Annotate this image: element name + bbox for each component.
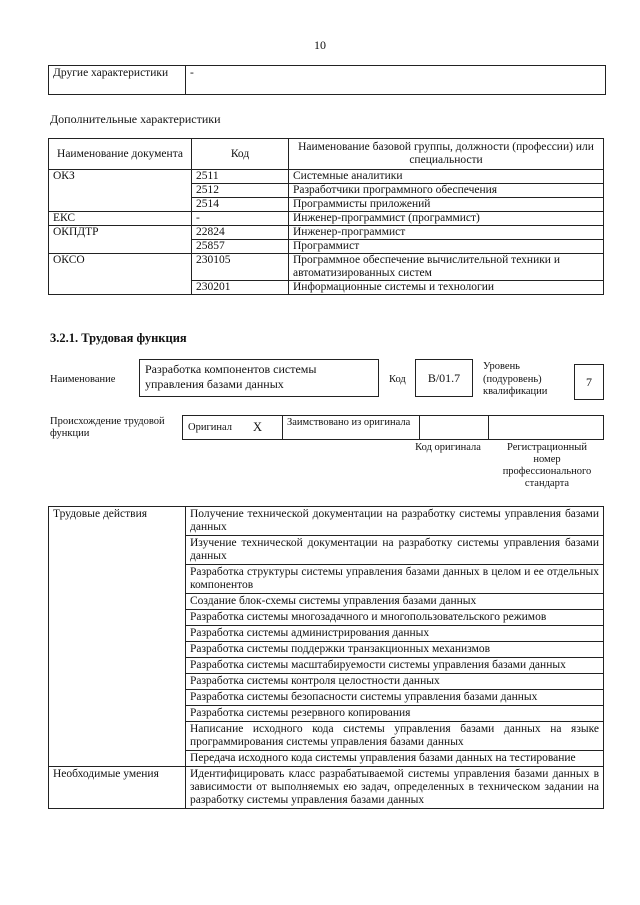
origin-box [182, 415, 604, 440]
code-cell: 230105 [192, 254, 289, 281]
code-cell: 2511 [192, 170, 289, 184]
level-box [574, 364, 604, 400]
name-label: Наименование [50, 374, 116, 385]
list-item: Разработка системы масштабируемости системы управления базами данных [186, 658, 604, 674]
header-doc: Наименование документа [49, 139, 192, 170]
list-item: Разработка системы безопасности системы управления базами данных [186, 690, 604, 706]
name-cell: Разработчики программного обеспечения [289, 184, 604, 198]
doc-cell: ОКПДТР [49, 226, 192, 254]
list-item: Написание исходного кода системы управления базами данных на языке программирования системы управления базами данных [186, 722, 604, 751]
list-item: Разработка системы контроля целостности данных [186, 674, 604, 690]
section-title: 3.2.1. Трудовая функция [50, 331, 187, 345]
list-item: Разработка системы резервного копирования [186, 706, 604, 722]
other-characteristics-table [48, 65, 606, 95]
list-item: Разработка структуры системы управления базами данных в целом и ее отдельных компонентов [186, 565, 604, 594]
labor-actions-label: Трудовые действия [49, 507, 186, 767]
list-item: Разработка системы поддержки транзакционных механизмов [186, 642, 604, 658]
table-row [49, 170, 604, 184]
code-original-caption: Код оригинала [415, 442, 481, 453]
page-number: 10 [314, 38, 326, 52]
additional-characteristics-title: Дополнительные характеристики [50, 112, 221, 126]
function-name-box [139, 359, 379, 397]
divider [282, 415, 283, 440]
code-cell: 2512 [192, 184, 289, 198]
list-item: Создание блок-схемы системы управления базами данных [186, 594, 604, 610]
header-name: Наименование базовой группы, должности (профессии) или специальности [289, 139, 604, 170]
name-cell: Программисты приложений [289, 198, 604, 212]
original-mark: X [253, 420, 263, 434]
list-item: Разработка системы многозадачного и многопользовательского режимов [186, 610, 604, 626]
name-cell: Программное обеспечение вычислительной техники и автоматизированных систем [289, 254, 604, 281]
name-cell: Инженер-программист (программист) [289, 212, 604, 226]
table-row [49, 767, 604, 809]
other-characteristics-label: Другие характеристики [49, 66, 186, 95]
name-cell: Информационные системы и технологии [289, 281, 604, 295]
divider [419, 415, 420, 440]
list-item: Разработка системы администрирования данных [186, 626, 604, 642]
function-code-box [415, 359, 473, 397]
code-label: Код [389, 374, 406, 385]
reg-number-caption: Регистрационный номер профессионального стандарта [502, 442, 592, 489]
list-item: Изучение технической документации на разработку системы управления базами данных [186, 536, 604, 565]
table-row [49, 212, 604, 226]
header-code: Код [192, 139, 289, 170]
name-cell: Системные аналитики [289, 170, 604, 184]
labor-function-table [48, 506, 604, 809]
code-cell: - [192, 212, 289, 226]
doc-cell: ЕКС [49, 212, 192, 226]
list-item: Передача исходного кода системы управления базами данных на тестирование [186, 751, 604, 767]
list-item: Получение технической документации на разработку системы управления базами данных [186, 507, 604, 536]
divider [488, 415, 489, 440]
skills-label: Необходимые умения [49, 767, 186, 809]
table-row [49, 507, 604, 536]
other-characteristics-value: - [186, 66, 606, 95]
function-name-value: Разработка компонентов системы управления базами данных [145, 362, 317, 391]
doc-cell: ОКЗ [49, 170, 192, 212]
code-cell: 22824 [192, 226, 289, 240]
function-code-value: B/01.7 [427, 371, 461, 385]
code-cell: 230201 [192, 281, 289, 295]
name-cell: Инженер-программист [289, 226, 604, 240]
table-row [49, 226, 604, 240]
level-value: 7 [586, 375, 592, 389]
code-cell: 25857 [192, 240, 289, 254]
name-cell: Программист [289, 240, 604, 254]
origin-label: Происхождение трудовой функции [50, 416, 165, 439]
original-label: Оригинал [188, 422, 232, 433]
list-item: Идентифицировать класс разрабатываемой системы управления базами данных в зависимости от выполняемых ею задач, определенных в техническом задании на разработку системы управления базами данных [186, 767, 604, 809]
level-label: Уровень (подуровень) квалификации [483, 361, 548, 397]
table-row [49, 254, 604, 281]
doc-cell: ОКСО [49, 254, 192, 295]
additional-characteristics-table [48, 138, 604, 295]
borrowed-label: Заимствовано из оригинала [287, 417, 411, 428]
code-cell: 2514 [192, 198, 289, 212]
